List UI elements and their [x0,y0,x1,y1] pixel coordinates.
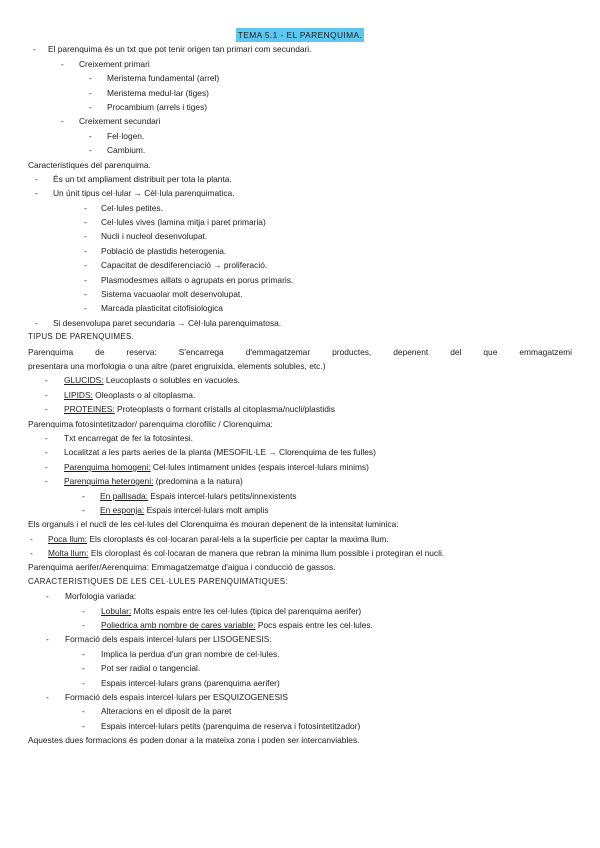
list-item-text: Procambium (arrels i tiges) [107,101,208,112]
bullet: - [89,101,92,112]
list-item [0,114,600,128]
bullet: - [46,634,49,645]
bullet: - [84,303,87,314]
bullet: - [35,173,38,184]
list-item [0,258,600,272]
term-label: Molta llum: [48,548,89,559]
list-item-text: Espais intercel·lulars petits/innexistents [147,490,297,501]
list-item [0,229,600,243]
list-item-text: Formació dels espais intercel·lulars per LISOGENESIS: [65,634,272,645]
list-item [0,129,600,143]
list-item-text: Pocs espais entre les cel·lules. [255,620,373,631]
list-item [0,172,600,186]
list-item [0,676,600,690]
list-item-text: Sistema vacuaolar molt desenvolupat. [101,289,243,300]
list-item [0,661,600,675]
list-item-text: Espais intercel·lulars molt amplis [144,504,269,515]
list-item-text: Molts espais entre les cel·lules (tipica del parenquima aerifer) [131,605,362,616]
heading-text: TIPUS DE PARENQUIMES. [28,332,135,342]
list-item [0,532,600,546]
bullet: - [45,447,48,458]
list-item [0,301,600,315]
document-page [0,28,600,748]
section-heading [0,158,600,172]
list-item [0,201,600,215]
paragraph-text: Parenquima fotosintetitzador/ parenquima clorofilic / Clorenquima: [28,418,273,429]
list-item [0,373,600,387]
bullet: - [84,260,87,271]
bullet: - [89,130,92,141]
list-item [0,143,600,157]
bullet: - [82,620,85,631]
list-item [0,86,600,100]
term-label: En esponja: [100,504,145,515]
list-item-text: Leucoplasts o solubles en vacuoles. [103,375,240,386]
term-label: Poca llum: [48,533,88,544]
list-item [0,632,600,646]
bullet: - [82,720,85,731]
list-item [0,388,600,402]
bullet: - [84,231,87,242]
bullet: - [61,116,64,127]
bullet: - [45,404,48,415]
list-item-text: Oleoplasts o al citoplasma. [92,389,196,400]
list-item [0,460,600,474]
bullet: - [84,202,87,213]
list-item-text: Meristema fundamental (arrel) [107,73,220,84]
list-item [0,273,600,287]
paragraph-line [0,359,600,373]
paragraph-text: presentara una morfologia o una altre (paret engruixida, elements solubles, etc.) [28,360,326,371]
list-item [0,244,600,258]
list-item [0,690,600,704]
bullet: - [30,548,33,559]
term-label: GLUCIDS: [64,375,104,386]
list-item [0,42,600,56]
paragraph-line [0,733,600,747]
list-item-text: Si desenvolupa paret secundaria → Cèl·lula parenquimatosa. [53,317,282,328]
title-row [0,28,600,42]
list-item-text: Proteoplasts o formant cristalls al citoplasma/nucli/plastidis [114,404,335,415]
list-item [0,474,600,488]
list-item-text: Capacitat de desdiferenciació → proliferació. [101,260,268,271]
list-item-text: Un únit tipus cel·lular → Cèl·lula parenquimatica. [53,188,235,199]
list-item [0,402,600,416]
list-item-text: Cel·lules intimament unides (espais intercel·lulars minims) [150,461,369,472]
paragraph-text: Aquestes dues formacions és poden donar a la mateixa zona i poden ser intercanviables. [28,735,360,746]
list-item [0,604,600,618]
list-item-text: Cel·lules vives (lamina mitja i paret primaria) [101,217,266,228]
bullet: - [30,533,33,544]
bullet: - [45,476,48,487]
paragraph-text: Els organuls i el nucli de les cel·lules del Clorenquima és mouran depenent de la intensitat luminica: [28,519,399,530]
list-item-text: El parenquima és un txt que pot tenir origen tan primari com secundari. [48,44,312,55]
list-item [0,546,600,560]
term-label: Lobular: [101,605,132,616]
bullet: - [45,432,48,443]
list-item-text: Espais intercel·lulars grans (parenquima aerifer) [101,677,280,688]
list-item-text: Cambium. [107,145,146,156]
bullet: - [46,691,49,702]
list-item [0,431,600,445]
list-item-text: Espais intercel·lulars petits (parenquima de reserva i fotosintetitzador) [101,720,361,731]
list-item [0,503,600,517]
list-item [0,647,600,661]
bullet: - [89,73,92,84]
heading-text: CARACTERISTIQUES DE LES CEL·LULES PARENQUIMATIQUES: [28,576,288,586]
bullet: - [82,648,85,659]
term-label: Parenquima homogeni: [64,461,151,472]
term-label: LIPIDS: [64,389,93,400]
list-item-text: Alteracions en el diposit de la paret [101,706,232,717]
list-item [0,57,600,71]
list-item [0,704,600,718]
bullet: - [84,274,87,285]
list-item-text: Els cloroplast és col·locaran de manera que rebran la minima llum possible i protegiran el nucli. [88,548,445,559]
list-item-text: Nucli i nucleol desenvolupat. [101,231,208,242]
list-item-text: (predomina a la natura) [153,476,243,487]
term-label: En pallisada: [100,490,148,501]
list-item [0,316,600,330]
list-item [0,287,600,301]
list-item-text: Els cloroplasts és col·locaran paral·lels a la superficie per captar la maxima llum. [87,533,389,544]
list-item-text: Pot ser radial o tangencial. [101,663,201,674]
list-item-text: Txt encarregat de fer la fotosintesi. [64,432,193,443]
heading-text: Caracteristiques del parenquima. [28,159,151,170]
list-item [0,719,600,733]
bullet: - [35,188,38,199]
list-item-text: Cel·lules petites. [101,202,163,213]
section-heading [0,575,600,589]
bullet: - [82,504,85,515]
bullet: - [45,461,48,472]
bullet: - [84,289,87,300]
bullet: - [82,663,85,674]
paragraph-line [0,345,600,359]
bullet: - [46,591,49,602]
bullet: - [84,217,87,228]
paragraph-text: Parenquima aerifer/Aerenquima: Emmagatzematge d'aigua i conducció de gassos. [28,562,336,573]
list-item-text: És un txt ampliament distribuit per tota la planta. [53,173,232,184]
list-item-text: Marcada plasticitat citofisiologica [101,303,223,314]
bullet: - [45,375,48,386]
list-item-text: Morfologia variada: [65,591,137,602]
bullet: - [82,490,85,501]
bullet: - [82,605,85,616]
list-item-text: Creixement primari [79,58,150,69]
paragraph-line [0,517,600,531]
bullet: - [89,87,92,98]
list-item-text: Població de plastidis heterogenia. [101,245,227,256]
list-item [0,489,600,503]
list-item [0,589,600,603]
bullet: - [82,706,85,717]
bullet: - [61,58,64,69]
term-label: Parenquima heterogeni: [64,476,154,487]
list-item [0,100,600,114]
bullet: - [84,245,87,256]
list-item [0,445,600,459]
paragraph-line [0,417,600,431]
section-heading [0,330,600,344]
paragraph-text: Parenquima de reserva: S'encarrega d'emmagatzemar productes, depenent del que emmagatzemi [28,346,572,357]
list-item-text: Plasmodesmes aillats o agrupats en porus primaris. [101,274,294,285]
list-item-text: Meristema medul·lar (tiges) [107,87,209,98]
list-item-text: Implica la perdua d'un gran nombre de cel·lules. [101,648,280,659]
term-label: Poliedrica amb nombre de cares variable: [101,620,256,631]
list-item [0,215,600,229]
list-item [0,186,600,200]
page-title: TEMA 5.1 - EL PARENQUIMA. [236,28,364,42]
term-label: PROTEINES: [64,404,115,415]
bullet: - [35,317,38,328]
paragraph-line [0,560,600,574]
list-item [0,71,600,85]
bullet: - [45,389,48,400]
bullet: - [82,677,85,688]
list-item-text: Creixement secundari [79,116,161,127]
list-item-text: Formació dels espais intercel·lulars per ESQUIZOGENESIS [65,691,288,702]
list-item-text: Fel·logen. [107,130,145,141]
list-item [0,618,600,632]
bullet: - [89,145,92,156]
list-item-text: Localitzat a les parts aeries de la planta (MESOFIL·LE → Clorenquima de les fulles) [64,447,376,458]
bullet: - [33,44,36,55]
